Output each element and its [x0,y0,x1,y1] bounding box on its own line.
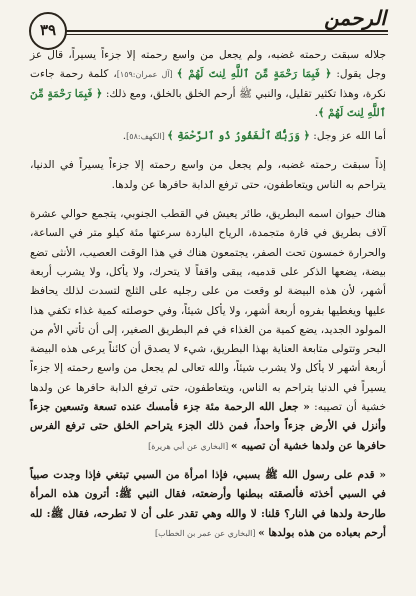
running-header-title: الرحمن [324,6,386,30]
body-text [30,46,386,586]
citation: [آل عمران:١٥٩] [116,70,177,80]
header-rule-inner [40,34,388,35]
text-segment: أما الله عز وجل: [309,130,386,143]
text-segment: هناك حيوان اسمه البطريق، طائر يعيش في القطب الجنوبي، يتجمع حوالي عشرة آلاف بطريق في قارة متجمدة، الرياح الباردة سرعتها مئة كيلو متر في الساعة، والحرارة خمسون تحت الصفر، يجتمعون هناك في هذا الوقت العصيب، الأنثى تضع بيضة، يضعها الذكر على قدميه، يبقى واقفاً لا يتحرك، ولا يأكل، ولا يشرب أربعة أشهر، لأن هذه البيضة لو وقعت من على رجليه على الثلج لتسدت لذلك يحافظ عليها ويغطيها بفروه أربعة أشهر، ولا يأكل شيئاً، وفي حوصلته كمية غذاء تكفي هذا المولود الجديد، يضع كمية من الغذاء في فم البطريق الصغير، إلى أن تأتي الأم من البحر وتتولى متابعة العناية بهذا البطريق، شيء لا يصدق أن كائناً يرعى هذه البيضة أربعة أشهر لا يأكل ولا يشرب شيئاً، والله تعالى لم يجعل من واسع رحمته إلا جزءاً يسيراً في الدنيا يتراحم به الناس، ويتعاطفون، حتى ترفع الدابة حافرها عن ولدها خشية أن تصيبه: [30,208,386,414]
quran-verse: ﴿ وَرَبُّكَ ٱلْغَفُورُ ذُو ٱلرَّحْمَةِ ﴾ [167,130,310,143]
hadith-text: « جعل الله الرحمة مئة جزء فأمسك عنده تسعة وتسعين جزءاً وأنزل في الأرض جزءاً واحداً، فمن ذلك الجزء يتراحم الخلق حتى ترفع الفرس حافرها عن ولدها خشية أن تصيبه » [30,401,386,452]
citation: [البخاري عن عمر بن الخطاب] [154,528,259,538]
quran-verse: ﴿ فَبِمَا رَحْمَةٍ مِّنَ ٱللَّهِ لِنتَ لَهُمْ ﴾ [30,87,386,119]
paragraph-5 [30,466,386,543]
paragraph-4 [30,205,386,456]
paragraph-3 [30,156,386,195]
paragraph-1 [30,46,386,123]
page-number: ٣٩ [29,12,67,50]
hadith-text: « قدم على رسول الله ﷺ بسبي، فإذا امرأة من السبي تبتغي فإذا وجدت صبياً في السبي أخذته فألصقته ببطنها وأرضعته، فقال النبي ﷺ: أترون هذه المرأة طارحة ولدها في النار؟ قلنا: لا والله وهي تقدر على أن لا تطرحه، فقال ﷺ: لله أرحم بعباده من هذه بولدها » [30,468,386,539]
citation: [البخاري عن أبي هريرة] [148,441,231,451]
text-segment: جلاله سبقت رحمته غضبه، ولم يجعل من واسع رحمته إلا جزءاً يسيراً، قال عز وجل يقول: [30,49,387,81]
text-segment: . [122,130,127,143]
quran-verse: ﴿ فَبِمَا رَحْمَةٍ مِّنَ ٱللَّهِ لِنتَ لَهُمْ ﴾ [176,68,332,81]
paragraph-2 [30,127,386,146]
text-segment: إذاً سبقت رحمته غضبه، ولم يجعل من واسع رحمته إلا جزءاً يسيراً في الدنيا، يتراحم به الناس ويتعاطفون، حتى ترفع الدابة حافرها عن ولدها. [30,159,386,191]
text-segment: . [314,106,319,119]
citation: [الكهف:٥٨] [126,132,168,142]
text-segment: ، كلمة رحمة جاءت نكرة، وهذا تكثير تقليل، والنبي ﷺ أرحم الخلق بالخلق، ومع ذلك: [30,68,387,100]
